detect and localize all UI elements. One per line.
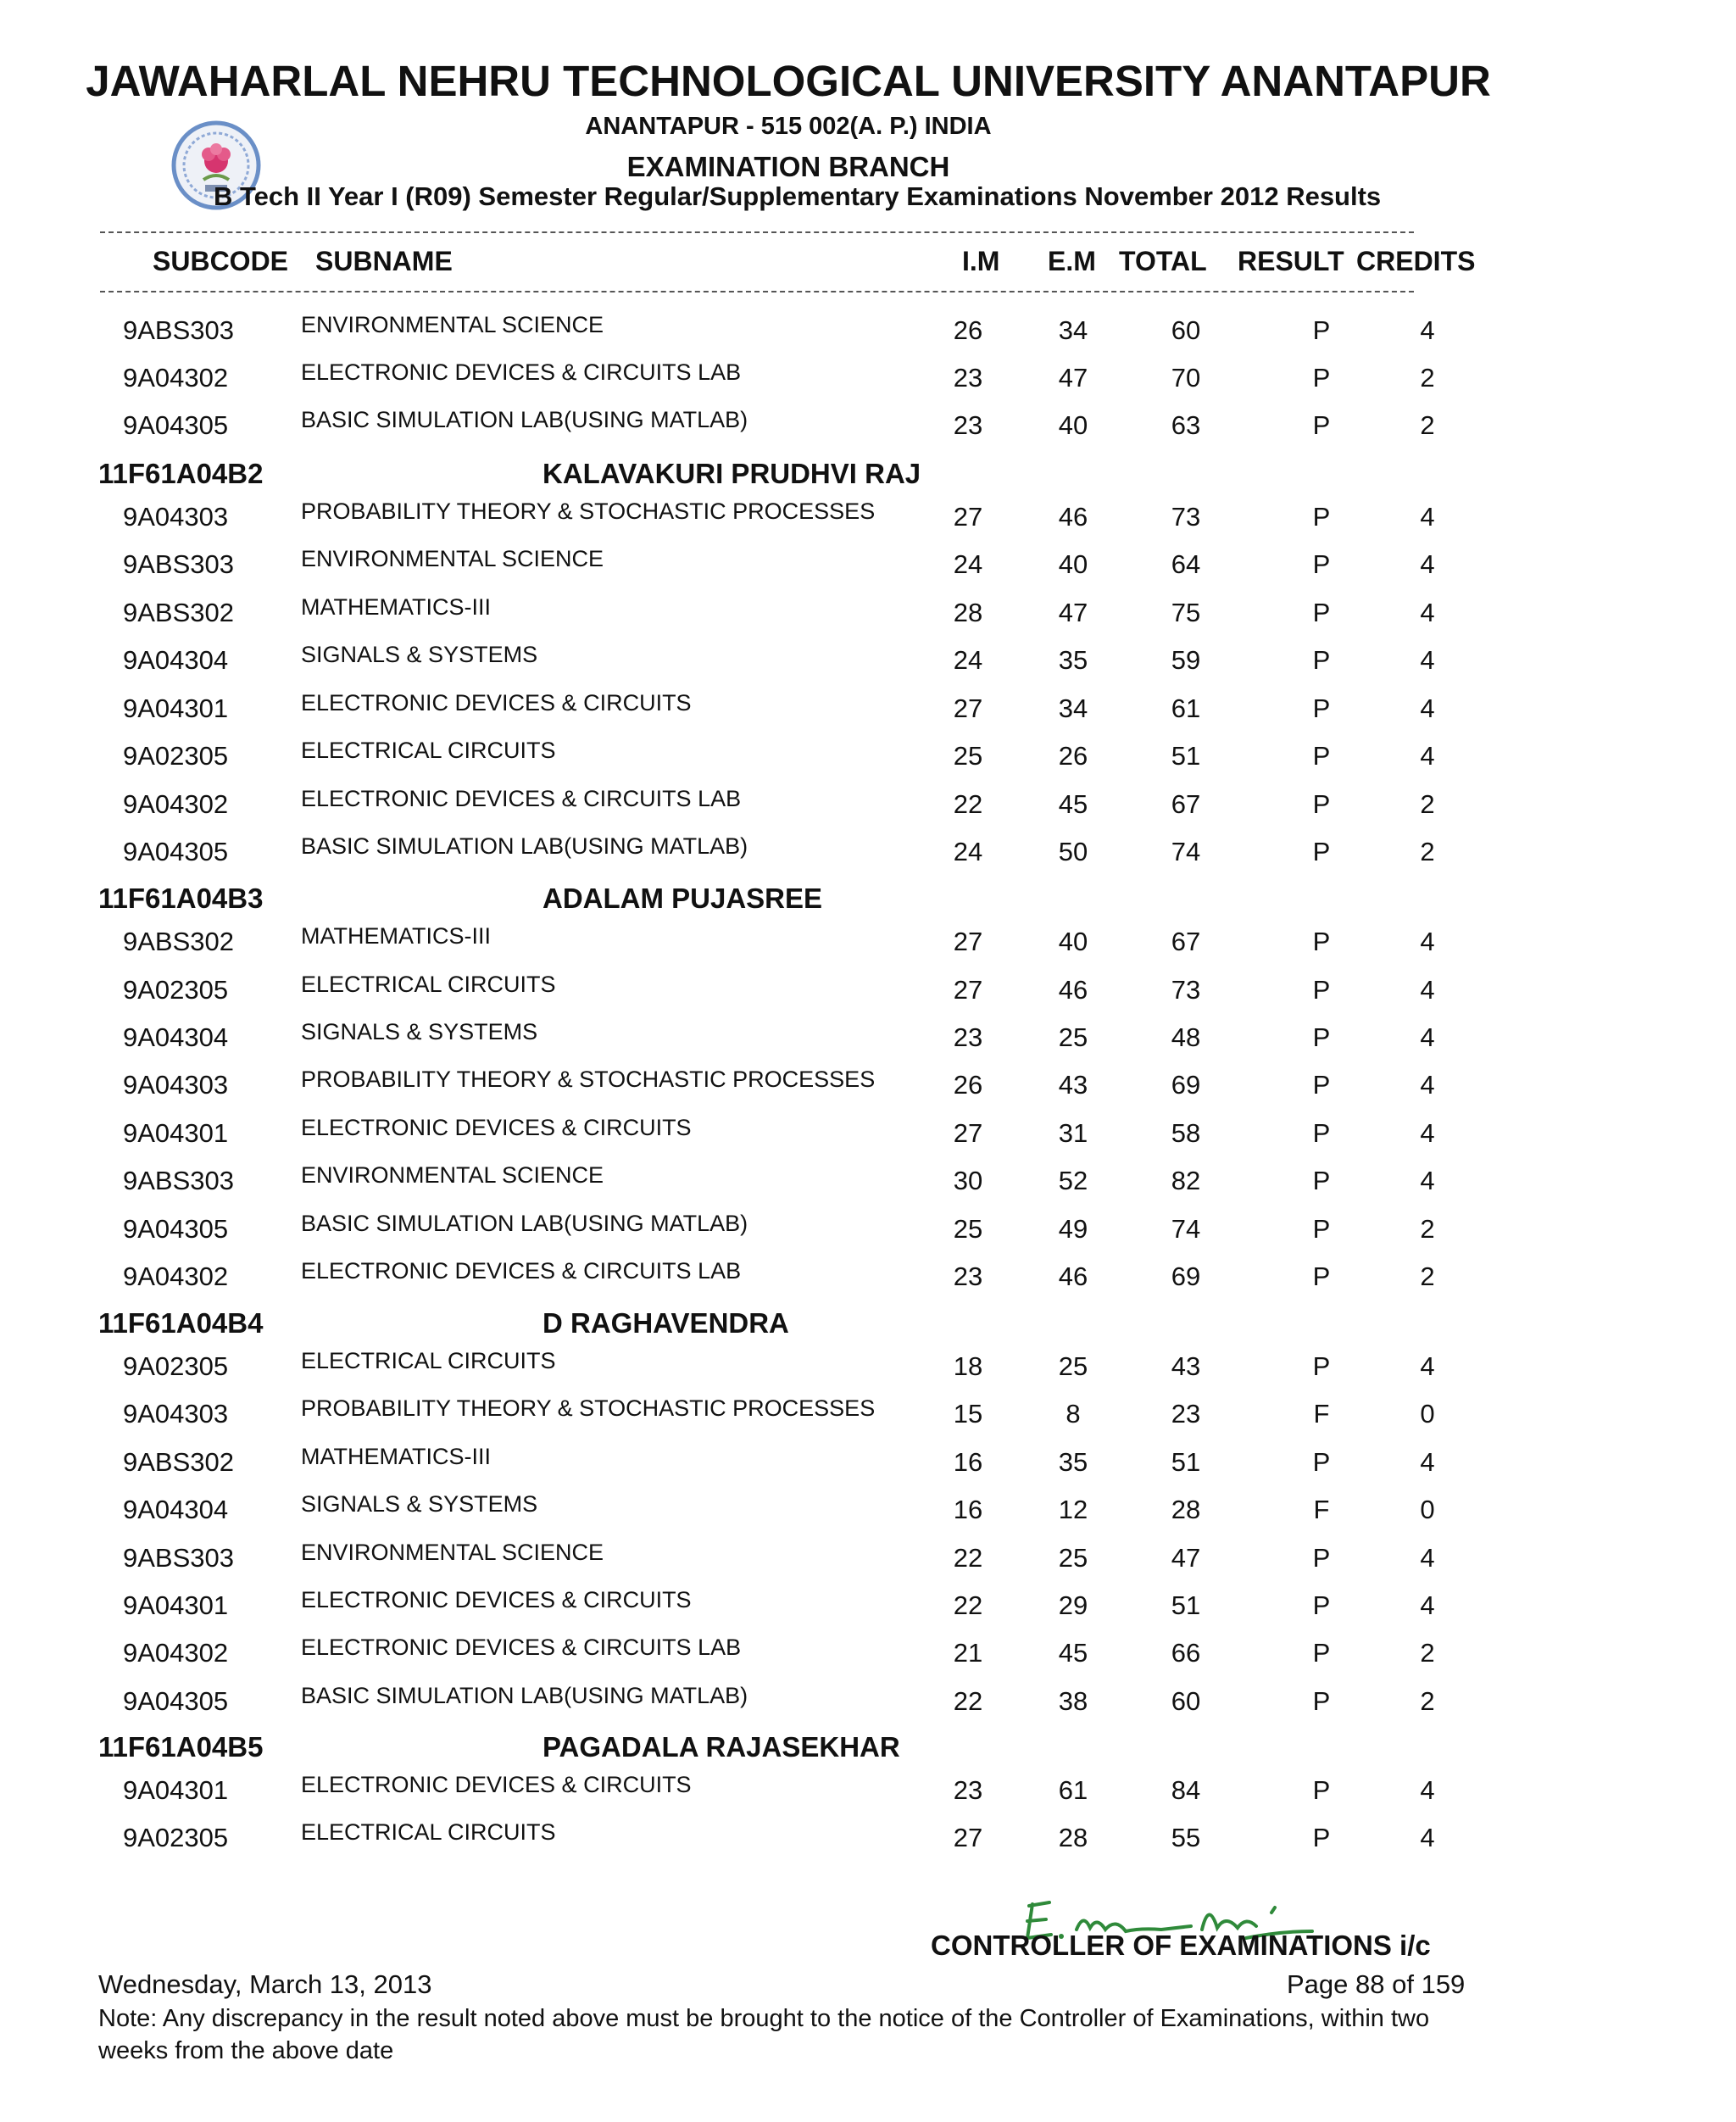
subject-code: 9A04302 xyxy=(123,1262,229,1291)
result-status: P xyxy=(1312,1686,1331,1716)
result-status: P xyxy=(1312,927,1331,956)
subject-row xyxy=(0,1491,1526,1529)
subject-code: 9A04303 xyxy=(123,1070,229,1100)
internal-marks: 16 xyxy=(953,1495,983,1524)
result-status: P xyxy=(1312,1543,1331,1573)
subject-row xyxy=(0,1395,1526,1433)
subject-name: ELECTRICAL CIRCUITS xyxy=(301,1819,556,1845)
total-marks: 48 xyxy=(1171,1022,1201,1052)
internal-marks: 28 xyxy=(953,598,983,627)
subject-name: ELECTRONIC DEVICES & CIRCUITS xyxy=(301,1587,692,1612)
external-marks: 47 xyxy=(1058,363,1088,393)
total-marks: 67 xyxy=(1171,789,1201,819)
subject-row xyxy=(0,1772,1526,1809)
credits: 4 xyxy=(1420,1351,1435,1381)
total-marks: 58 xyxy=(1171,1118,1201,1148)
credits: 2 xyxy=(1420,837,1435,866)
subject-name: BASIC SIMULATION LAB(USING MATLAB) xyxy=(301,1683,748,1708)
subject-name: MATHEMATICS-III xyxy=(301,923,491,949)
subject-row xyxy=(0,786,1526,823)
total-marks: 51 xyxy=(1171,1590,1201,1620)
internal-marks: 27 xyxy=(953,502,983,532)
subject-name: ENVIRONMENTAL SCIENCE xyxy=(301,1162,604,1188)
result-status: P xyxy=(1312,1214,1331,1244)
external-marks: 25 xyxy=(1058,1543,1088,1573)
subject-row xyxy=(0,1258,1526,1295)
external-marks: 38 xyxy=(1058,1686,1088,1716)
internal-marks: 22 xyxy=(953,1543,983,1573)
internal-marks: 30 xyxy=(953,1166,983,1195)
total-marks: 60 xyxy=(1171,1686,1201,1716)
external-marks: 34 xyxy=(1058,315,1088,345)
subject-name: ENVIRONMENTAL SCIENCE xyxy=(301,546,604,571)
subject-name: ELECTRONIC DEVICES & CIRCUITS xyxy=(301,1115,692,1140)
subject-row xyxy=(0,833,1526,871)
subject-name: ENVIRONMENTAL SCIENCE xyxy=(301,1540,604,1565)
subject-code: 9A04301 xyxy=(123,693,229,723)
external-marks: 26 xyxy=(1058,741,1088,771)
result-status: P xyxy=(1312,549,1331,579)
result-status: P xyxy=(1312,1166,1331,1195)
credits: 4 xyxy=(1420,1590,1435,1620)
student-name: KALAVAKURI PRUDHVI RAJ xyxy=(542,458,921,489)
subject-name: ELECTRICAL CIRCUITS xyxy=(301,972,556,997)
subject-row xyxy=(0,498,1526,536)
external-marks: 31 xyxy=(1058,1118,1088,1148)
subject-row xyxy=(0,1444,1526,1481)
internal-marks: 27 xyxy=(953,927,983,956)
col-subname: SUBNAME xyxy=(315,246,453,276)
total-marks: 66 xyxy=(1171,1638,1201,1668)
total-marks: 60 xyxy=(1171,315,1201,345)
result-status: P xyxy=(1312,1823,1331,1852)
student-roll-number: 11F61A04B3 xyxy=(98,883,264,914)
subject-row xyxy=(0,359,1526,397)
result-status: F xyxy=(1313,1495,1330,1524)
total-marks: 61 xyxy=(1171,693,1201,723)
internal-marks: 15 xyxy=(953,1399,983,1429)
total-marks: 84 xyxy=(1171,1775,1201,1805)
branch-title: EXAMINATION BRANCH xyxy=(626,151,950,182)
credits: 4 xyxy=(1420,315,1435,345)
subject-name: ELECTRICAL CIRCUITS xyxy=(301,738,556,763)
subject-code: 9A02305 xyxy=(123,1823,229,1852)
external-marks: 45 xyxy=(1058,789,1088,819)
subject-name: ELECTRONIC DEVICES & CIRCUITS LAB xyxy=(301,786,742,811)
subject-name: SIGNALS & SYSTEMS xyxy=(301,1491,538,1517)
external-marks: 49 xyxy=(1058,1214,1088,1244)
internal-marks: 24 xyxy=(953,837,983,866)
result-status: P xyxy=(1312,1351,1331,1381)
external-marks: 35 xyxy=(1058,1447,1088,1477)
internal-marks: 18 xyxy=(953,1351,983,1381)
credits: 0 xyxy=(1420,1399,1435,1429)
subject-code: 9A04305 xyxy=(123,1686,229,1716)
total-marks: 47 xyxy=(1171,1543,1201,1573)
external-marks: 28 xyxy=(1058,1823,1088,1852)
header-divider-bottom xyxy=(100,291,1414,292)
subject-row xyxy=(0,1683,1526,1720)
subject-code: 9A04304 xyxy=(123,1022,229,1052)
result-status: P xyxy=(1312,693,1331,723)
credits: 2 xyxy=(1420,1214,1435,1244)
external-marks: 50 xyxy=(1058,837,1088,866)
external-marks: 34 xyxy=(1058,693,1088,723)
subject-row xyxy=(0,407,1526,444)
result-status: P xyxy=(1312,1447,1331,1477)
university-name: JAWAHARLAL NEHRU TECHNOLOGICAL UNIVERSITY ANANTAPUR xyxy=(86,57,1491,105)
subject-row xyxy=(0,1162,1526,1200)
col-em: E.M xyxy=(1048,246,1096,276)
subject-row xyxy=(0,923,1526,961)
subject-code: 9ABS302 xyxy=(123,1447,234,1477)
total-marks: 63 xyxy=(1171,410,1201,440)
subject-name: ELECTRICAL CIRCUITS xyxy=(301,1348,556,1373)
subject-row xyxy=(0,642,1526,679)
external-marks: 43 xyxy=(1058,1070,1088,1100)
subject-name: SIGNALS & SYSTEMS xyxy=(301,642,538,667)
external-marks: 46 xyxy=(1058,1262,1088,1291)
internal-marks: 23 xyxy=(953,410,983,440)
internal-marks: 22 xyxy=(953,1686,983,1716)
subject-code: 9A04304 xyxy=(123,645,229,675)
credits: 4 xyxy=(1420,1447,1435,1477)
external-marks: 52 xyxy=(1058,1166,1088,1195)
total-marks: 55 xyxy=(1171,1823,1201,1852)
result-status: P xyxy=(1312,645,1331,675)
subject-name: BASIC SIMULATION LAB(USING MATLAB) xyxy=(301,833,748,859)
internal-marks: 23 xyxy=(953,1775,983,1805)
result-status: P xyxy=(1312,410,1331,440)
credits: 4 xyxy=(1420,1543,1435,1573)
subject-name: MATHEMATICS-III xyxy=(301,594,491,620)
external-marks: 46 xyxy=(1058,975,1088,1005)
subject-row xyxy=(0,1115,1526,1152)
subject-code: 9ABS303 xyxy=(123,549,234,579)
internal-marks: 22 xyxy=(953,1590,983,1620)
total-marks: 69 xyxy=(1171,1070,1201,1100)
subject-row xyxy=(0,1019,1526,1056)
subject-name: PROBABILITY THEORY & STOCHASTIC PROCESSES xyxy=(301,498,876,524)
external-marks: 61 xyxy=(1058,1775,1088,1805)
student-header xyxy=(0,1731,1526,1765)
result-status: P xyxy=(1312,1638,1331,1668)
student-header xyxy=(0,1307,1526,1341)
subject-code: 9A04303 xyxy=(123,1399,229,1429)
result-status: P xyxy=(1312,1118,1331,1148)
credits: 2 xyxy=(1420,1686,1435,1716)
credits: 2 xyxy=(1420,1638,1435,1668)
credits: 4 xyxy=(1420,598,1435,627)
subject-code: 9A04301 xyxy=(123,1118,229,1148)
subject-code: 9A04301 xyxy=(123,1590,229,1620)
subject-row xyxy=(0,546,1526,583)
header-divider-top xyxy=(100,231,1414,233)
credits: 4 xyxy=(1420,693,1435,723)
external-marks: 46 xyxy=(1058,502,1088,532)
external-marks: 45 xyxy=(1058,1638,1088,1668)
result-status: P xyxy=(1312,315,1331,345)
subject-name: ENVIRONMENTAL SCIENCE xyxy=(301,312,604,337)
credits: 4 xyxy=(1420,1823,1435,1852)
subject-name: PROBABILITY THEORY & STOCHASTIC PROCESSES xyxy=(301,1067,876,1092)
external-marks: 8 xyxy=(1066,1399,1081,1429)
total-marks: 67 xyxy=(1171,927,1201,956)
total-marks: 64 xyxy=(1171,549,1201,579)
result-status: P xyxy=(1312,1262,1331,1291)
result-status: P xyxy=(1312,598,1331,627)
subject-row xyxy=(0,1635,1526,1672)
subject-name: MATHEMATICS-III xyxy=(301,1444,491,1469)
total-marks: 59 xyxy=(1171,645,1201,675)
credits: 4 xyxy=(1420,1775,1435,1805)
internal-marks: 26 xyxy=(953,1070,983,1100)
result-status: P xyxy=(1312,1070,1331,1100)
credits: 4 xyxy=(1420,1022,1435,1052)
credits: 4 xyxy=(1420,1166,1435,1195)
page-number: Page 88 of 159 xyxy=(1287,1969,1466,1999)
internal-marks: 26 xyxy=(953,315,983,345)
total-marks: 28 xyxy=(1171,1495,1201,1524)
internal-marks: 27 xyxy=(953,975,983,1005)
subject-code: 9A02305 xyxy=(123,1351,229,1381)
external-marks: 29 xyxy=(1058,1590,1088,1620)
student-header xyxy=(0,458,1526,492)
student-roll-number: 11F61A04B2 xyxy=(98,458,264,489)
credits: 0 xyxy=(1420,1495,1435,1524)
subject-code: 9A04303 xyxy=(123,502,229,532)
credits: 4 xyxy=(1420,549,1435,579)
external-marks: 25 xyxy=(1058,1022,1088,1052)
total-marks: 73 xyxy=(1171,975,1201,1005)
internal-marks: 21 xyxy=(953,1638,983,1668)
print-date: Wednesday, March 13, 2013 xyxy=(98,1969,432,1999)
external-marks: 35 xyxy=(1058,645,1088,675)
result-status: P xyxy=(1312,741,1331,771)
subject-code: 9A04304 xyxy=(123,1495,229,1524)
credits: 4 xyxy=(1420,1070,1435,1100)
subject-name: SIGNALS & SYSTEMS xyxy=(301,1019,538,1044)
result-status: P xyxy=(1312,363,1331,393)
subject-code: 9A04301 xyxy=(123,1775,229,1805)
col-credits: CREDITS xyxy=(1356,246,1476,276)
result-status: P xyxy=(1312,975,1331,1005)
student-roll-number: 11F61A04B5 xyxy=(98,1731,264,1763)
total-marks: 43 xyxy=(1171,1351,1201,1381)
subject-code: 9ABS303 xyxy=(123,1543,234,1573)
subject-name: ELECTRONIC DEVICES & CIRCUITS LAB xyxy=(301,1635,742,1660)
student-name: D RAGHAVENDRA xyxy=(542,1307,789,1339)
credits: 4 xyxy=(1420,502,1435,532)
subject-row xyxy=(0,1819,1526,1857)
internal-marks: 23 xyxy=(953,1262,983,1291)
credits: 4 xyxy=(1420,927,1435,956)
internal-marks: 25 xyxy=(953,741,983,771)
internal-marks: 24 xyxy=(953,549,983,579)
internal-marks: 16 xyxy=(953,1447,983,1477)
credits: 2 xyxy=(1420,363,1435,393)
internal-marks: 23 xyxy=(953,363,983,393)
total-marks: 82 xyxy=(1171,1166,1201,1195)
credits: 2 xyxy=(1420,789,1435,819)
external-marks: 12 xyxy=(1058,1495,1088,1524)
controller-title: CONTROLLER OF EXAMINATIONS i/c xyxy=(931,1930,1431,1961)
student-name: ADALAM PUJASREE xyxy=(542,883,823,914)
subject-code: 9A04302 xyxy=(123,1638,229,1668)
subject-row xyxy=(0,972,1526,1009)
student-header xyxy=(0,883,1526,916)
credits: 4 xyxy=(1420,741,1435,771)
result-status: P xyxy=(1312,502,1331,532)
subject-code: 9A02305 xyxy=(123,741,229,771)
external-marks: 40 xyxy=(1058,549,1088,579)
internal-marks: 22 xyxy=(953,789,983,819)
total-marks: 51 xyxy=(1171,741,1201,771)
credits: 4 xyxy=(1420,1118,1435,1148)
subject-name: ELECTRONIC DEVICES & CIRCUITS LAB xyxy=(301,1258,742,1284)
subject-row xyxy=(0,1587,1526,1624)
result-status: P xyxy=(1312,1590,1331,1620)
internal-marks: 23 xyxy=(953,1022,983,1052)
internal-marks: 27 xyxy=(953,693,983,723)
subject-code: 9A04305 xyxy=(123,837,229,866)
total-marks: 73 xyxy=(1171,502,1201,532)
total-marks: 51 xyxy=(1171,1447,1201,1477)
result-status: P xyxy=(1312,1775,1331,1805)
total-marks: 69 xyxy=(1171,1262,1201,1291)
discrepancy-note: Note: Any discrepancy in the result noted above must be brought to the notice of the Controller of Examinations, within two weeks from the above date xyxy=(98,2005,1430,2064)
external-marks: 47 xyxy=(1058,598,1088,627)
subject-name: PROBABILITY THEORY & STOCHASTIC PROCESSES xyxy=(301,1395,876,1421)
subject-row xyxy=(0,1348,1526,1385)
result-status: P xyxy=(1312,837,1331,866)
subject-code: 9ABS303 xyxy=(123,1166,234,1195)
total-marks: 74 xyxy=(1171,837,1201,866)
subject-code: 9A04302 xyxy=(123,789,229,819)
internal-marks: 24 xyxy=(953,645,983,675)
subject-code: 9A04305 xyxy=(123,410,229,440)
student-roll-number: 11F61A04B4 xyxy=(98,1307,264,1339)
col-im: I.M xyxy=(962,246,1000,276)
subject-row xyxy=(0,738,1526,775)
internal-marks: 25 xyxy=(953,1214,983,1244)
internal-marks: 27 xyxy=(953,1823,983,1852)
subject-name: ELECTRONIC DEVICES & CIRCUITS xyxy=(301,690,692,716)
credits: 2 xyxy=(1420,1262,1435,1291)
subject-code: 9A02305 xyxy=(123,975,229,1005)
result-status: F xyxy=(1313,1399,1330,1429)
total-marks: 74 xyxy=(1171,1214,1201,1244)
subject-row xyxy=(0,1067,1526,1104)
subject-row xyxy=(0,594,1526,632)
total-marks: 23 xyxy=(1171,1399,1201,1429)
result-status: P xyxy=(1312,789,1331,819)
subject-name: BASIC SIMULATION LAB(USING MATLAB) xyxy=(301,407,748,432)
subject-name: BASIC SIMULATION LAB(USING MATLAB) xyxy=(301,1211,748,1236)
total-marks: 70 xyxy=(1171,363,1201,393)
subject-row xyxy=(0,1211,1526,1248)
result-status: P xyxy=(1312,1022,1331,1052)
col-total: TOTAL xyxy=(1119,246,1207,276)
credits: 4 xyxy=(1420,645,1435,675)
subject-code: 9A04302 xyxy=(123,363,229,393)
student-name: PAGADALA RAJASEKHAR xyxy=(542,1731,900,1763)
subject-row xyxy=(0,1540,1526,1577)
credits: 2 xyxy=(1420,410,1435,440)
subject-code: 9ABS303 xyxy=(123,315,234,345)
credits: 4 xyxy=(1420,975,1435,1005)
external-marks: 40 xyxy=(1058,927,1088,956)
subject-name: ELECTRONIC DEVICES & CIRCUITS xyxy=(301,1772,692,1797)
col-result: RESULT xyxy=(1238,246,1344,276)
university-address: ANANTAPUR - 515 002(A. P.) INDIA xyxy=(585,113,992,140)
total-marks: 75 xyxy=(1171,598,1201,627)
subject-row xyxy=(0,690,1526,727)
external-marks: 40 xyxy=(1058,410,1088,440)
subject-name: ELECTRONIC DEVICES & CIRCUITS LAB xyxy=(301,359,742,385)
subject-code: 9ABS302 xyxy=(123,927,234,956)
external-marks: 25 xyxy=(1058,1351,1088,1381)
subject-code: 9ABS302 xyxy=(123,598,234,627)
exam-title: B Tech II Year I (R09) Semester Regular/Supplementary Examinations November 2012 Results xyxy=(214,181,1382,211)
subject-row xyxy=(0,312,1526,349)
subject-code: 9A04305 xyxy=(123,1214,229,1244)
internal-marks: 27 xyxy=(953,1118,983,1148)
col-subcode: SUBCODE xyxy=(153,246,289,276)
